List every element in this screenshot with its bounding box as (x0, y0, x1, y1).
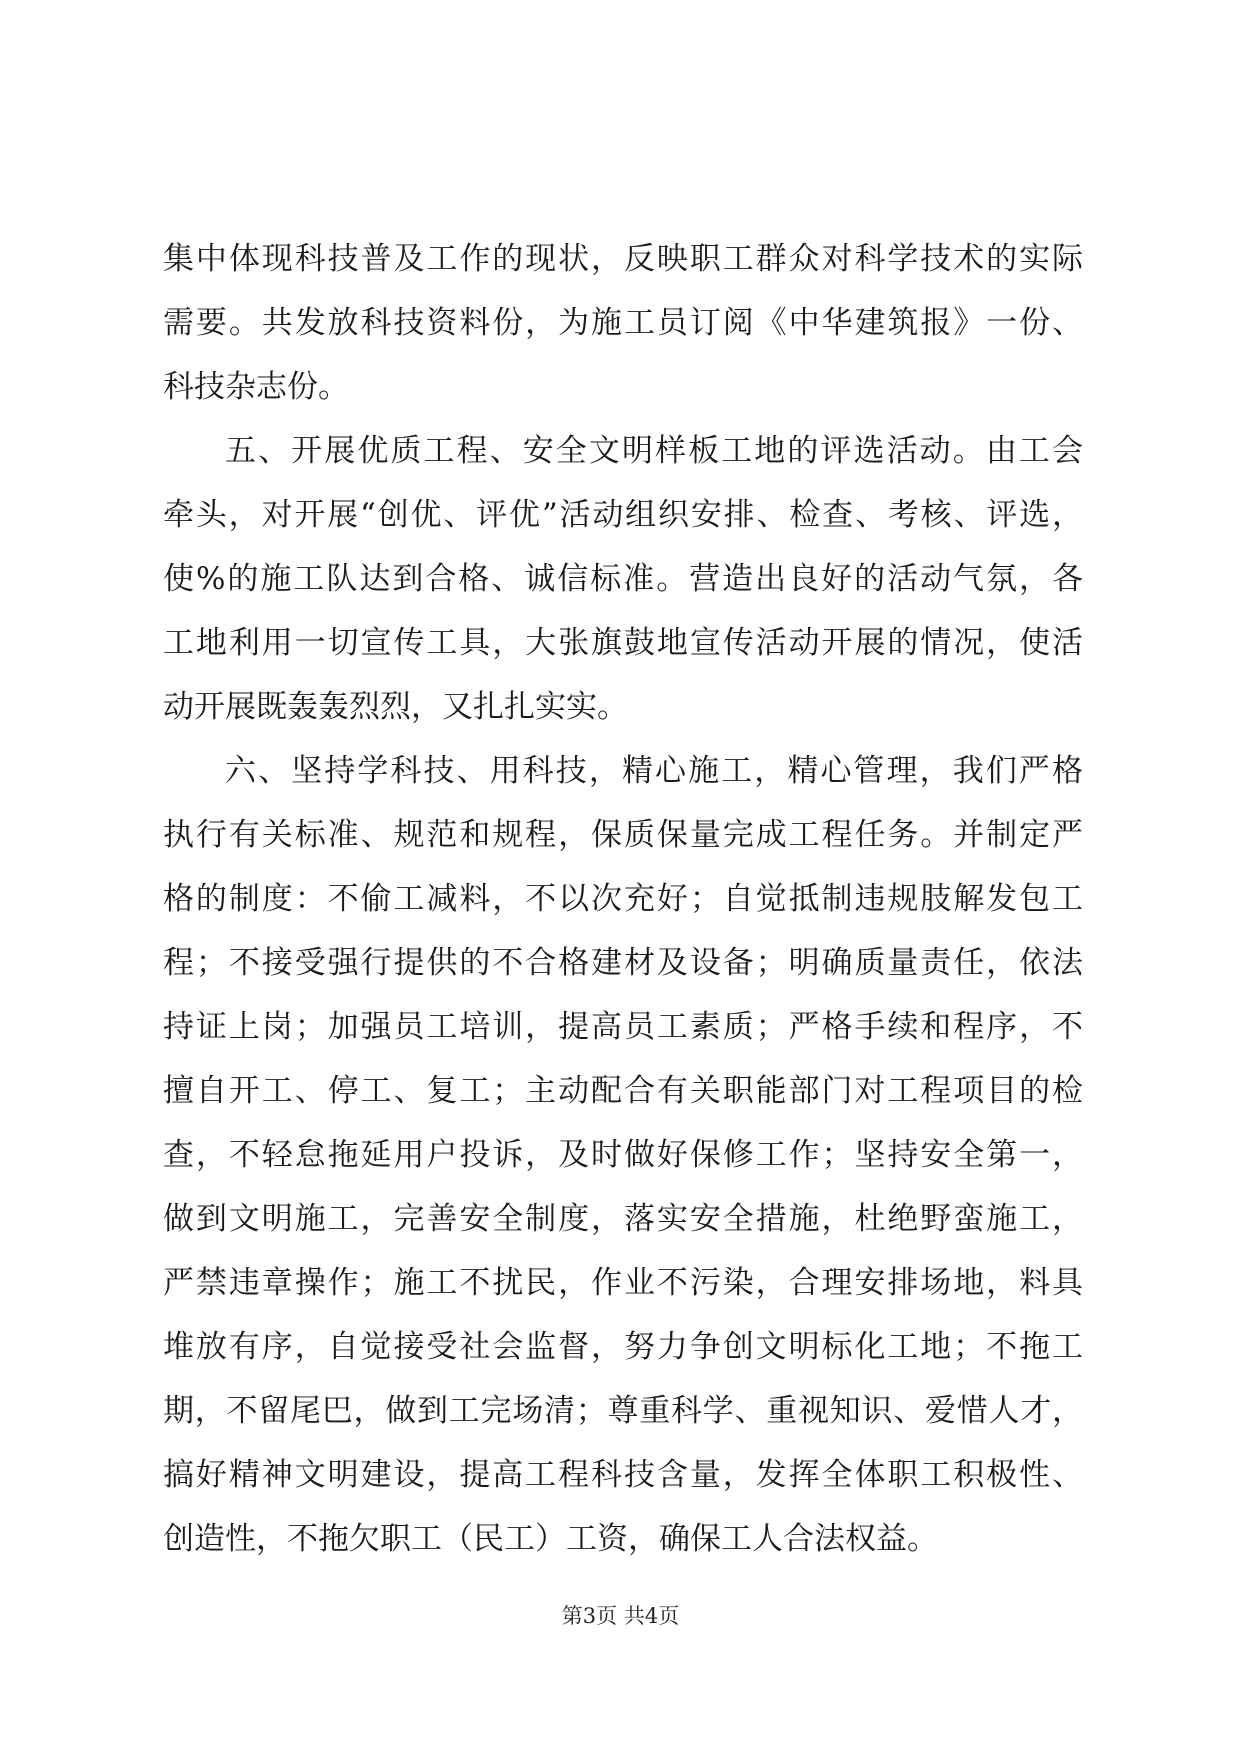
text-line: 格的制度：不偷工减料，不以次充好；自觉抵制违规肢解发包工 (163, 881, 1083, 917)
text-line: 创造性，不拖欠职工（民工）工资，确保工人合法权益。 (163, 1521, 938, 1557)
paragraph-six-start: 六、坚持学科技、用科技，精心施工，精心管理，我们严格 (225, 753, 1083, 789)
text-line: 严禁违章操作；施工不扰民，作业不污染，合理安排场地，料具 (163, 1265, 1083, 1301)
text-line: 牵头，对开展“创优、评优”活动组织安排、检查、考核、评选， (163, 497, 1083, 533)
text-line: 擅自开工、停工、复工；主动配合有关职能部门对工程项目的检 (163, 1073, 1083, 1109)
text-line: 期，不留尾巴，做到工完场清；尊重科学、重视知识、爱惜人才， (163, 1393, 1083, 1429)
text-line: 工地利用一切宣传工具，大张旗鼓地宣传活动开展的情况，使活 (163, 625, 1083, 661)
text-line: 做到文明施工，完善安全制度，落实安全措施，杜绝野蛮施工， (163, 1201, 1083, 1237)
text-line: 持证上岗；加强员工培训，提高员工素质；严格手续和程序，不 (163, 1009, 1083, 1045)
text-line: 查，不轻怠拖延用户投诉，及时做好保修工作；坚持安全第一， (163, 1137, 1083, 1173)
text-line: 需要。共发放科技资料份，为施工员订阅《中华建筑报》一份、 (163, 305, 1083, 341)
text-line: 集中体现科技普及工作的现状，反映职工群众对科学技术的实际 (163, 241, 1083, 277)
text-line: 搞好精神文明建设，提高工程科技含量，发挥全体职工积极性、 (163, 1457, 1083, 1493)
text-line: 使%的施工队达到合格、诚信标准。营造出良好的活动气氛，各 (163, 561, 1084, 597)
document-body (163, 227, 1083, 1571)
text-line: 执行有关标准、规范和规程，保质保量完成工程任务。并制定严 (163, 817, 1083, 853)
text-line: 动开展既轰轰烈烈，又扎扎实实。 (163, 689, 628, 725)
paragraph-five-start: 五、开展优质工程、安全文明样板工地的评选活动。由工会 (225, 433, 1083, 469)
text-line: 科技杂志份。 (163, 369, 349, 405)
text-line: 堆放有序，自觉接受社会监督，努力争创文明标化工地；不拖工 (163, 1329, 1083, 1365)
text-line: 程；不接受强行提供的不合格建材及设备；明确质量责任，依法 (163, 945, 1083, 981)
page-number-footer: 第3页 共4页 (561, 1604, 680, 1628)
